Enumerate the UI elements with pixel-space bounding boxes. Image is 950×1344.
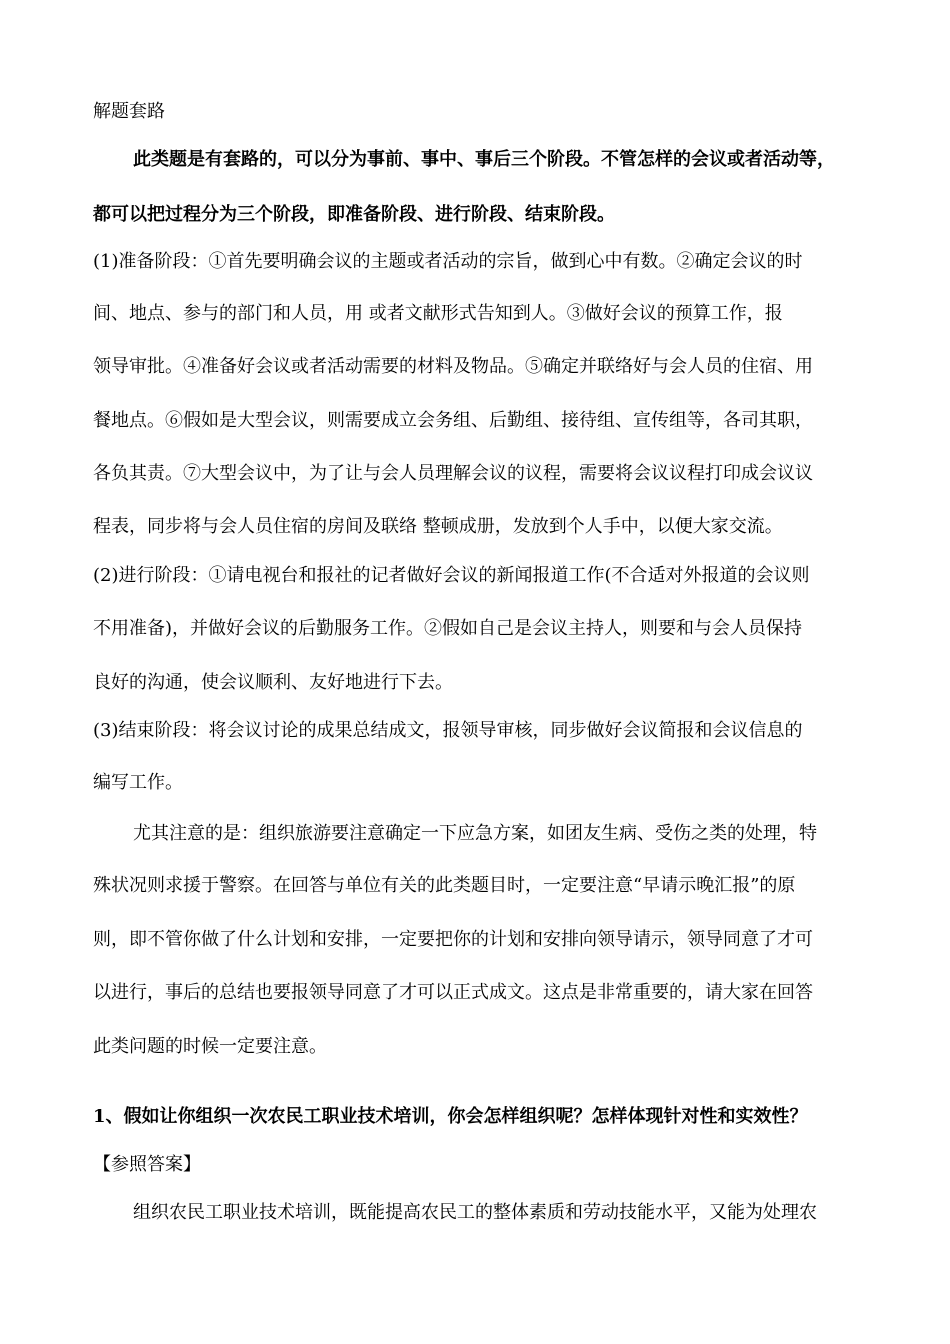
note-line: 则，即不管你做了什么计划和安排，一定要把你的计划和安排向领导请示，领导同意了才可 [93,929,813,950]
answer-line: 组织农民工职业技术培训，既能提高农民工的整体素质和劳动技能水平，又能为处理农 [133,1202,817,1223]
answer-label: 【参照答案】 [93,1154,201,1175]
note-line: 以进行，事后的总结也要报领导同意了才可以正式成文。这点是非常重要的，请大家在回答 [93,982,813,1003]
phase1-line: 领导审批。④准备好会议或者活动需要的材料及物品。⑤确定并联络好与会人员的住宿、用 [93,356,813,377]
phase1-line: 间、地点、参与的部门和人员，用 或者文献形式告知到人。③做好会议的预算工作，报 [93,303,783,324]
note-line: 此类问题的时候一定要注意。 [93,1036,327,1057]
intro-line: 都可以把过程分为三个阶段，即准备阶段、进行阶段、结束阶段。 [93,204,615,225]
phase2-line: (2)进行阶段：①请电视台和报社的记者做好会议的新闻报道工作(不合适对外报道的会议则 [93,565,810,586]
phase1-line: (1)准备阶段：①首先要明确会议的主题或者活动的宗旨，做到心中有数。②确定会议的时 [93,251,803,272]
question-heading: 1、假如让你组织一次农民工职业技术培训，你会怎样组织呢？怎样体现针对性和实效性？ [93,1106,808,1127]
note-line: 尤其注意的是：组织旅游要注意确定一下应急方案，如团友生病、受伤之类的处理，特 [133,823,817,844]
section-heading: 解题套路 [93,101,165,122]
phase1-line: 各负其责。⑦大型会议中，为了让与会人员理解会议的议程，需要将会议议程打印成会议议 [93,463,813,484]
phase3-line: (3)结束阶段：将会议讨论的成果总结成文，报领导审核，同步做好会议简报和会议信息的 [93,720,803,741]
phase2-line: 良好的沟通，使会议顺利、友好地进行下去。 [93,672,453,693]
phase3-line: 编写工作。 [93,772,183,793]
phase2-line: 不用准备)，并做好会议的后勤服务工作。②假如自己是会议主持人，则要和与会人员保持 [93,618,803,639]
phase1-line: 餐地点。⑥假如是大型会议，则需要成立会务组、后勤组、接待组、宣传组等，各司其职， [93,410,813,431]
note-line: 殊状况则求援于警察。在回答与单位有关的此类题目时，一定要注意“早请示晚汇报”的原 [93,875,796,896]
intro-line: 此类题是有套路的，可以分为事前、事中、事后三个阶段。不管怎样的会议或者活动等， [133,149,835,170]
phase1-line: 程表，同步将与会人员住宿的房间及联络 整顿成册，发放到个人手中，以便大家交流。 [93,516,783,537]
